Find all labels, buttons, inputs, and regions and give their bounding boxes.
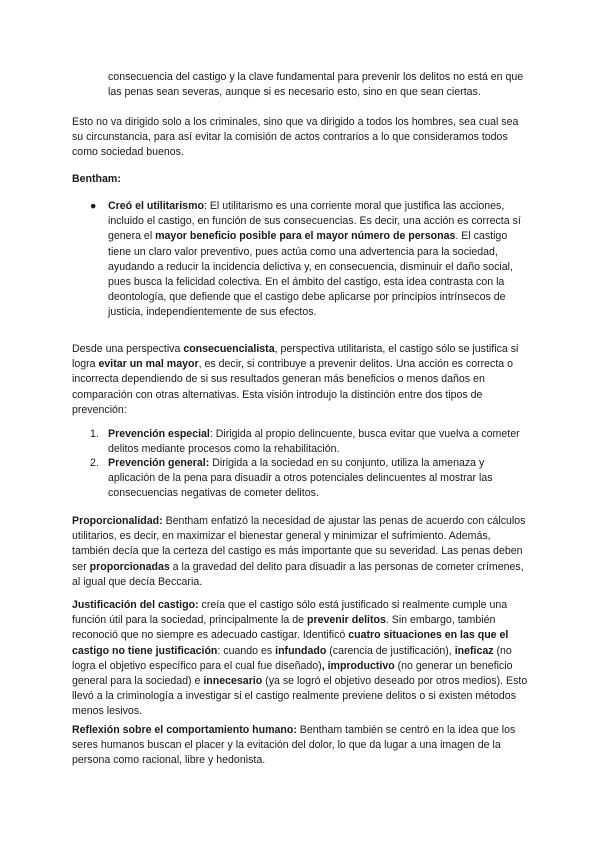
perspectiva-paragraph: Desde una perspectiva consecuencialista, perspectiva utilitarista, el castigo sólo se justifica si logra evitar un mal mayor, es decir, si contribuye a prevenir delitos. Una acción es correcta o incorrecta dependiendo de si sus resultados generan más beneficios o menos daños en comparación con otras alternativas. Esta visión introdujo la distinción entre dos tipos de prevención: [72, 343, 519, 416]
esto-paragraph: Esto no va dirigido solo a los criminales, sino que va dirigido a todos los hombres, sea cual sea su circunstancia, para así evitar la comisión de actos contrarios a lo que consideramos todos como sociedad buenos. [72, 116, 519, 159]
list-number: 1. [90, 428, 99, 440]
reflexion-paragraph: Reflexión sobre el comportamiento humano: Bentham también se centró en la idea que los seres humanos buscan el placer y la evitación del dolor, lo que da lugar a una imagen de la persona como racional, libre y hedonista. [72, 724, 516, 767]
list-item-prevencion-especial [90, 427, 528, 457]
bullet-marker: ● [90, 200, 97, 212]
intro-paragraph: consecuencia del castigo y la clave fundamental para prevenir los delitos no está en que las penas sean severas, aunque si es necesario esto, sino en que sean ciertas. [108, 71, 524, 99]
bullet-utilitarismo-text: Creó el utilitarismo: El utilitarismo es una corriente moral que justifica las acciones, incluido el castigo, en función de sus consecuencias. Es decir, una acción es correcta sí genera el mayor beneficio posible para el mayor número de personas. El castigo tiene un claro valor preventivo, pues actúa como una advertencia para la sociedad, ayudando a reducir la incidencia delictiva y, en consecuencia, disminuir el daño social, pues busca la felicidad colectiva. En el ámbito del castigo, esta idea contrasta con la deontología, que defiende que el castigo debe aplicarse por principios intrínsecos de justicia, independientemente de sus efectos. [108, 200, 521, 319]
list-item-text: Prevención especial: Dirigida al propio delincuente, busca evitar que vuelva a cometer delitos mediante procesos como la rehabilitación. [108, 428, 520, 456]
list-item-prevencion-general [90, 456, 528, 502]
proporcionalidad-paragraph: Proporcionalidad: Bentham enfatizó la necesidad de ajustar las penas de acuerdo con cálculos utilitarios, es decir, en maximizar el bienestar general y minimizar el sufrimiento. Además, también decía que la certeza del castigo es más importante que su severidad. Las penas deben ser proporcionadas a la gravedad del delito para disuadir a las personas de cometer crímenes, al igual que decía Beccaria. [72, 515, 526, 588]
list-item-text: Prevención general: Dirigida a la sociedad en su conjunto, utiliza la amenaza y aplicación de la pena para disuadir a otros potenciales delincuentes al mostrar las consecuencias negativas de cometer delitos. [108, 457, 493, 500]
list-number: 2. [90, 457, 99, 469]
justificacion-paragraph: Justificación del castigo: creía que el castigo sólo está justificado si realmente cumple una función útil para la sociedad, principalmente la de prevenir delitos. Sin embargo, también reconoció que no siempre es adecuado castigar. Identificó cuatro situaciones en las que el castigo no tiene justificación: cuando es infundado (carencia de justificación), ineficaz (no logra el objetivo específico para el cual fue diseñado), improductivo (no generar un beneficio general para la sociedad) e innecesario (ya se logró el objetivo deseado por otros medios). Esto llevó a la criminología a investigar si el castigo realmente previene delitos o si existen métodos menos lesivos. [72, 599, 528, 718]
bentham-heading: Bentham: [72, 173, 121, 185]
bullet-utilitarismo [90, 199, 528, 321]
